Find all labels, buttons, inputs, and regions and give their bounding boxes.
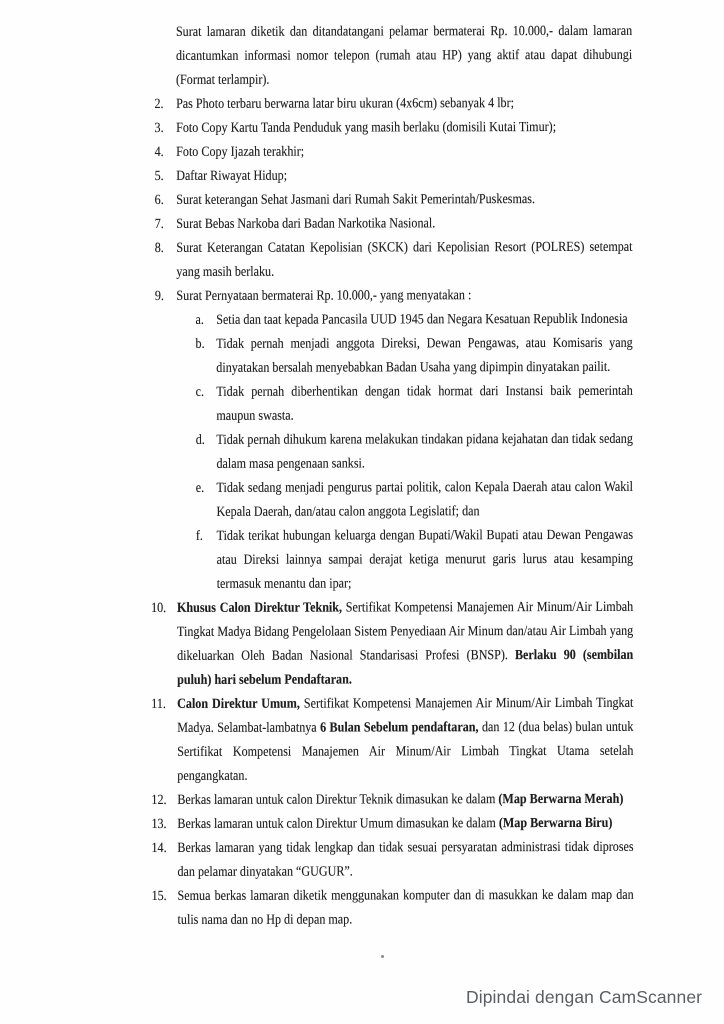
- item-number: 4.: [154, 144, 164, 160]
- sub-item-letter: a.: [195, 312, 204, 328]
- text-segment: Foto Copy Ijazah terakhir;: [176, 144, 305, 160]
- text-segment: Daftar Riwayat Hidup;: [176, 168, 288, 184]
- list-item: [151, 836, 633, 885]
- bold-text-segment: (Map Berwarna Biru): [498, 815, 613, 832]
- item-number: 12.: [151, 792, 167, 808]
- item-text: [176, 236, 632, 285]
- item-text: [176, 164, 632, 189]
- text-segment: Sertifikat Kompetensi Manajemen Air Minum/Air Limbah Tingkat Madya. Selambat-lambatnya: [177, 695, 634, 736]
- sub-list-item: [195, 332, 632, 381]
- bold-text-segment: Khusus Calon Direktur Teknik,: [176, 600, 343, 616]
- sub-list-item: [195, 308, 632, 333]
- bold-text-segment: 6 Bulan Sebelum pendaftaran,: [320, 720, 479, 736]
- item-number: 15.: [151, 888, 167, 904]
- item-text: [176, 140, 632, 165]
- text-segment: Foto Copy Kartu Tanda Penduduk yang masih berlaku (domisili Kutai Timur);: [176, 120, 557, 136]
- item-number: 11.: [151, 696, 166, 712]
- list-item: [150, 92, 632, 117]
- item-number: 6.: [154, 192, 164, 208]
- sub-list-item: [196, 380, 633, 429]
- sub-list-item: [196, 524, 633, 597]
- text-segment: Surat keterangan Sehat Jasmani dari Rumah Sakit Pemerintah/Puskesmas.: [176, 192, 536, 208]
- item-text: [176, 212, 632, 237]
- bold-text-segment: Berlaku 90 (sembilan puluh) hari sebelum Pendaftaran.: [177, 647, 634, 688]
- sub-list-item: [196, 476, 633, 525]
- sub-item-text: Tidak pernah dihukum karena melakukan tindakan pidana kejahatan dan tidak sedang dalam masa pengenaan sanksi.: [216, 431, 633, 472]
- item-number: 7.: [154, 216, 164, 232]
- intro-paragraph: Surat lamaran diketik dan ditandatangani pelamar bermaterai Rp. 10.000,- dalam lamaran dicantumkan informasi nomor telepon (rumah atau HP) yang aktif atau dapat dihubungi (Format terlampir).: [175, 23, 633, 88]
- list-item: [150, 140, 632, 165]
- text-segment: Surat Bebas Narkoba dari Badan Narkotika Nasional.: [176, 216, 436, 232]
- list-item: [150, 236, 632, 285]
- item-number: 14.: [151, 840, 167, 856]
- item-text: [176, 92, 632, 117]
- sub-item-text: Tidak pernah menjadi anggota Direksi, Dewan Pengawas, atau Komisaris yang dinyatakan bersalah menyebabkan Badan Usaha yang dipimpin dinyatakan pailit.: [216, 335, 633, 376]
- list-item: [151, 788, 633, 813]
- list-item: [150, 164, 632, 189]
- item-text: [177, 812, 633, 837]
- stray-dot: [381, 955, 384, 958]
- list-item: [150, 188, 632, 213]
- text-segment: dan 12 (dua belas) bulan untuk Sertifikat Kompetensi Manajemen Air Minum/Air Limbah Tingkat Utama setelah pengangkatan.: [177, 719, 634, 784]
- item-number: 10.: [151, 600, 167, 616]
- list-item: [151, 812, 633, 837]
- sub-item-letter: e.: [195, 480, 205, 496]
- text-segment: Semua berkas lamaran diketik menggunakan komputer dan di masukkan ke dalam map dan tulis nama dan no Hp di depan map.: [177, 887, 634, 928]
- item-number: 13.: [151, 816, 167, 832]
- sub-item-text: Tidak terikat hubungan keluarga dengan Bupati/Wakil Bupati atau Dewan Pengawas atau Direksi lainnya sampai derajat ketiga menurut garis lurus atau kesamping termasuk menantu dan ipar;: [216, 527, 634, 592]
- sub-item-text: Tidak pernah diberhentikan dengan tidak hormat dari Instansi baik pemerintah maupun swasta.: [216, 383, 633, 424]
- item-number: 3.: [154, 120, 164, 136]
- item-number: 9.: [154, 288, 164, 304]
- sub-list-item: [196, 428, 633, 477]
- list-item: [151, 596, 633, 693]
- text-segment: Berkas lamaran untuk calon Direktur Umum dimasukan ke dalam: [177, 816, 499, 832]
- item-text: [177, 596, 633, 693]
- item-text: [176, 116, 632, 141]
- list-item: [151, 692, 633, 789]
- sub-item-text: Tidak sedang menjadi pengurus partai politik, calon Kepala Daerah atau calon Wakil Kepala Daerah, dan/atau calon anggota Legislatif; dan: [216, 479, 633, 520]
- item-text: [177, 788, 633, 813]
- document-body: [150, 20, 634, 933]
- requirements-list: [150, 92, 634, 933]
- item-number: 8.: [154, 240, 164, 256]
- text-segment: Surat Pernyataan bermaterai Rp. 10.000,- yang menyatakan :: [176, 288, 472, 304]
- item-text: [177, 692, 633, 789]
- item-text: [176, 284, 633, 597]
- text-segment: Sertifikat Kompetensi Manajemen Air Minum/Air Limbah Tingkat Madya Bidang Pengelolaan Sistem Penyediaan Air Minum dan/atau Air Limbah yang dikeluarkan Oleh Badan Nasional Standarisasi Profesi (BNSP).: [177, 599, 634, 664]
- text-segment: Berkas lamaran untuk calon Direktur Teknik dimasukan ke dalam: [177, 792, 499, 808]
- list-item: [150, 212, 632, 237]
- text-segment: Surat Keterangan Catatan Kepolisian (SKCK) dari Kepolisian Resort (POLRES) setempat yang masih berlaku.: [176, 239, 633, 280]
- sub-item-letter: b.: [195, 336, 205, 352]
- camscanner-watermark: Dipindai dengan CamScanner: [466, 987, 703, 1007]
- item-text: [176, 188, 632, 213]
- item-text: [177, 836, 633, 885]
- list-item: [152, 884, 634, 933]
- sub-item-text: Setia dan taat kepada Pancasila UUD 1945 dan Negara Kesatuan Republik Indonesia: [216, 311, 628, 328]
- bold-text-segment: (Map Berwarna Merah): [498, 791, 624, 808]
- item-number: 5.: [154, 168, 164, 184]
- sub-item-letter: d.: [195, 432, 205, 448]
- item-text: [177, 884, 633, 933]
- text-segment: Pas Photo terbaru berwarna latar biru ukuran (4x6cm) sebanyak 4 lbr;: [176, 96, 515, 112]
- list-item: [150, 284, 633, 597]
- sub-item-letter: c.: [195, 384, 205, 400]
- list-item: [150, 116, 632, 141]
- sub-item-letter: f.: [195, 528, 203, 544]
- bold-text-segment: Calon Direktur Umum,: [177, 696, 300, 712]
- text-segment: Berkas lamaran yang tidak lengkap dan tidak sesuai persyaratan administrasi tidak diproses dan pelamar dinyatakan “GUGUR”.: [177, 839, 634, 880]
- item-number: 2.: [154, 96, 164, 112]
